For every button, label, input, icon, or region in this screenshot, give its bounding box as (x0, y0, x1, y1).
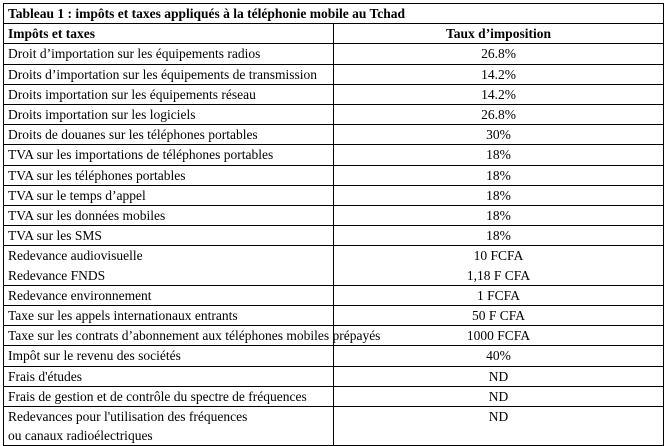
tax-rate: 10 FCFA (473, 248, 524, 264)
table-row (4, 105, 664, 125)
tax-rate-cell (334, 285, 664, 305)
tax-rate-cell (334, 105, 664, 125)
tax-rate-cell (334, 206, 664, 226)
tax-name-cell (4, 185, 334, 205)
tax-name: Droits importation sur les équipements réseau (8, 86, 256, 102)
tax-rate-cell (334, 326, 664, 346)
tax-name-cell (4, 306, 334, 326)
tax-name-cell (4, 366, 334, 386)
tax-name: TVA sur les importations de téléphones portables (8, 147, 274, 163)
tax-rate-cell (334, 386, 664, 406)
tax-rate-cell (334, 226, 664, 246)
table-row (4, 206, 664, 226)
tax-rate-cell (334, 246, 664, 285)
tax-rate: ND (488, 388, 509, 404)
table-row (4, 326, 664, 346)
table-row (4, 64, 664, 84)
tax-rate-cell (334, 366, 664, 386)
tax-name-cell (4, 285, 334, 305)
tax-rate: 1000 FCFA (466, 328, 531, 344)
tax-name: Droits d’importation sur les équipements de transmission (8, 66, 317, 82)
tax-name: Impôt sur le revenu des sociétés (8, 348, 181, 364)
table-caption: Tableau 1 : impôts et taxes appliqués à la téléphonie mobile au Tchad (4, 4, 664, 24)
tax-name-cell (4, 386, 334, 406)
table-row (4, 165, 664, 185)
tax-name: TVA sur le temps d’appel (8, 187, 146, 203)
tax-name: Frais de gestion et de contrôle du spectre de fréquences (8, 388, 307, 404)
tax-name: TVA sur les données mobiles (8, 208, 166, 224)
tax-rate: 18% (486, 187, 511, 203)
table-row (4, 285, 664, 305)
tax-name: Frais d'études (8, 368, 83, 384)
table-row (4, 366, 664, 386)
table-caption-row (4, 4, 664, 24)
tax-rate: 14.2% (481, 66, 516, 82)
table-row (4, 386, 664, 406)
tax-rate: 50 F CFA (471, 308, 526, 324)
tax-rate-cell (334, 306, 664, 326)
tax-rate: 1 FCFA (477, 287, 520, 303)
table-row (4, 125, 664, 145)
tax-name-cell (4, 407, 334, 446)
tax-rate: ND (488, 368, 509, 384)
tax-name: ou canaux radioélectriques (8, 428, 153, 444)
tax-rate: 18% (486, 147, 511, 163)
header-rate: Taux d’imposition (334, 24, 664, 44)
tax-rate-cell (334, 125, 664, 145)
tax-rate: 26.8% (481, 107, 516, 123)
tax-name-cell (4, 165, 334, 185)
tax-rate-cell (334, 185, 664, 205)
tax-rate-cell (334, 145, 664, 165)
tax-rate: 26.8% (481, 46, 516, 62)
tax-name: Redevance FNDS (8, 267, 106, 283)
tax-name: Droits de douanes sur les téléphones portables (8, 127, 258, 143)
tax-rate: 40% (486, 348, 511, 364)
table-row (4, 145, 664, 165)
tax-name: Redevance environnement (8, 287, 152, 303)
table-row (4, 346, 664, 366)
tax-rate: 1,18 F CFA (466, 267, 531, 283)
header-taxes: Impôts et taxes (4, 24, 334, 44)
tax-rate-cell (334, 64, 664, 84)
table-row (4, 226, 664, 246)
table-row (4, 306, 664, 326)
tax-name-cell (4, 226, 334, 246)
table-row (4, 185, 664, 205)
tax-rate-cell (334, 165, 664, 185)
tax-name: Taxe sur les contrats d’abonnement aux téléphones mobiles prépayés (8, 328, 381, 344)
tax-rate-cell (334, 84, 664, 104)
tax-name: TVA sur les SMS (8, 228, 102, 244)
tax-name-cell (4, 145, 334, 165)
tax-name-cell (4, 105, 334, 125)
tax-name: Redevances pour l'utilisation des fréquences (8, 409, 248, 425)
tax-name-cell (4, 64, 334, 84)
table-row (4, 84, 664, 104)
tax-rate: 30% (486, 127, 511, 143)
tax-name-cell (4, 246, 334, 285)
tax-name-cell (4, 326, 381, 346)
tax-name-cell (4, 44, 334, 64)
tax-rate: ND (488, 409, 509, 425)
tax-table (3, 3, 664, 446)
tax-name: Droits importation sur les logiciels (8, 107, 196, 123)
tax-rate-cell (334, 407, 664, 446)
table-header-row (4, 24, 664, 44)
tax-name-cell (4, 125, 334, 145)
tax-rate-cell (334, 44, 664, 64)
tax-rate: 18% (486, 228, 511, 244)
tax-name: Taxe sur les appels internationaux entrants (8, 308, 238, 324)
tax-rate: 18% (486, 208, 511, 224)
tax-rate-cell (334, 346, 664, 366)
tax-name: Droit d’importation sur les équipements radios (8, 46, 261, 62)
table-row (4, 44, 664, 64)
tax-name-cell (4, 84, 334, 104)
tax-name: Redevance audiovisuelle (8, 248, 143, 264)
table-row (4, 246, 664, 285)
tax-name-cell (4, 346, 334, 366)
table-row (4, 407, 664, 446)
tax-table-container (3, 3, 664, 446)
tax-name: TVA sur les téléphones portables (8, 167, 186, 183)
tax-rate: 18% (486, 167, 511, 183)
tax-name-cell (4, 206, 334, 226)
tax-rate: 14.2% (481, 86, 516, 102)
